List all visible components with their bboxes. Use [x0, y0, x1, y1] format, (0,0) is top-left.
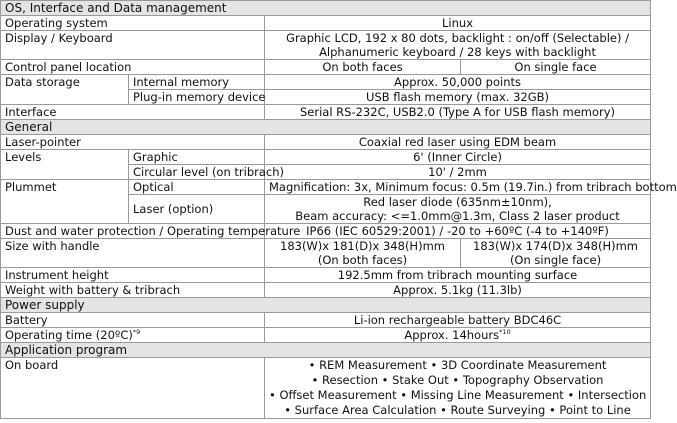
- value-line: 183(W)x 174(D)x 348(H)mm: [473, 239, 639, 253]
- row-label: Data storage: [1, 75, 129, 105]
- value-line: (On single face): [509, 253, 602, 267]
- value-line: Graphic LCD, 192 x 80 dots, backlight : on/off (Selectable) /: [286, 31, 629, 45]
- row-value-single: [461, 239, 651, 268]
- section-title: OS, Interface and Data management: [1, 1, 651, 16]
- row-label: Plummet: [1, 180, 129, 224]
- row-value: [265, 358, 651, 419]
- sub-label: Internal memory: [129, 75, 265, 90]
- row-laser-pointer: [1, 135, 651, 150]
- sub-label: Circular level (on tribrach): [129, 165, 265, 180]
- row-label: Display / Keyboard: [1, 31, 265, 60]
- value-line: • Surface Area Calculation • Route Surveying • Point to Line: [284, 403, 631, 417]
- row-value: Approx. 5.1kg (11.3lb): [265, 283, 651, 298]
- row-label: Dust and water protection / Operating temperature: [1, 224, 265, 239]
- row-label: Battery: [1, 313, 265, 328]
- sub-label: Plug-in memory device: [129, 90, 265, 105]
- row-label: Instrument height: [1, 268, 265, 283]
- section-header-power: [1, 298, 651, 313]
- row-value: 192.5mm from tribrach mounting surface: [265, 268, 651, 283]
- row-plummet-optical: [1, 180, 651, 195]
- row-levels-graphic: [1, 150, 651, 165]
- row-operating-time: [1, 328, 651, 343]
- row-value: Coaxial red laser using EDM beam: [265, 135, 651, 150]
- row-on-board: [1, 358, 651, 419]
- row-label: On board: [1, 358, 265, 419]
- value-line: Red laser diode (635nm±10nm),: [363, 195, 552, 209]
- row-control-panel: [1, 60, 651, 75]
- value-line: (On both faces): [317, 253, 408, 267]
- row-value: [265, 328, 651, 343]
- row-label: Operating system: [1, 16, 265, 31]
- sub-label: Graphic: [129, 150, 265, 165]
- section-title: General: [1, 120, 651, 135]
- row-value-both: [265, 239, 461, 268]
- row-value: Magnification: 3x, Minimum focus: 0.5m (19.7in.) from tribrach bottom: [265, 180, 651, 195]
- section-title: Power supply: [1, 298, 651, 313]
- section-title: Application program: [1, 343, 651, 358]
- row-size-handle: [1, 239, 651, 268]
- row-value: [265, 195, 651, 224]
- label-text: Operating time (20ºC): [5, 328, 133, 342]
- row-dust-water: [1, 224, 651, 239]
- value-text: Approx. 14hours: [404, 328, 500, 342]
- row-label: Levels: [1, 150, 129, 180]
- section-header-app: [1, 343, 651, 358]
- row-value: [265, 31, 651, 60]
- value-line: • REM Measurement • 3D Coordinate Measurement: [308, 358, 607, 372]
- footnote-mark: *10: [499, 328, 511, 337]
- row-value-single: On single face: [461, 60, 651, 75]
- row-instrument-height: [1, 268, 651, 283]
- row-value: Li-ion rechargeable battery BDC46C: [265, 313, 651, 328]
- row-value: 6' (Inner Circle): [265, 150, 651, 165]
- value-line: Beam accuracy: <=1.0mm@1.3m, Class 2 laser product: [295, 209, 620, 223]
- value-line: • Resection • Stake Out • Topography Observation: [311, 373, 604, 387]
- value-line: 183(W)x 181(D)x 348(H)mm: [280, 239, 445, 253]
- row-display-keyboard: [1, 31, 651, 60]
- row-operating-system: [1, 16, 651, 31]
- value-line: Alphanumeric keyboard / 28 keys with backlight: [319, 45, 596, 59]
- row-label: Control panel location: [1, 60, 265, 75]
- row-value: Serial RS-232C, USB2.0 (Type A for USB flash memory): [265, 105, 651, 120]
- footnote-mark: *9: [132, 328, 141, 337]
- row-data-storage-internal: [1, 75, 651, 90]
- sub-label: Laser (option): [129, 195, 265, 224]
- row-label: [1, 328, 265, 343]
- row-label: Interface: [1, 105, 265, 120]
- section-header-os: [1, 1, 651, 16]
- row-value: 10' / 2mm: [265, 165, 651, 180]
- row-value: Linux: [265, 16, 651, 31]
- row-interface: [1, 105, 651, 120]
- row-value: IP66 (IEC 60529:2001) / -20 to +60ºC (-4 to +140ºF): [265, 224, 651, 239]
- value-line: • Offset Measurement • Missing Line Measurement • Intersection: [269, 388, 647, 402]
- section-header-general: [1, 120, 651, 135]
- row-value: USB flash memory (max. 32GB): [265, 90, 651, 105]
- row-weight: [1, 283, 651, 298]
- row-label: Weight with battery & tribrach: [1, 283, 265, 298]
- sub-label: Optical: [129, 180, 265, 195]
- row-value-both: On both faces: [265, 60, 461, 75]
- row-value: Approx. 50,000 points: [265, 75, 651, 90]
- row-battery: [1, 313, 651, 328]
- row-label: Size with handle: [1, 239, 265, 268]
- row-label: Laser-pointer: [1, 135, 265, 150]
